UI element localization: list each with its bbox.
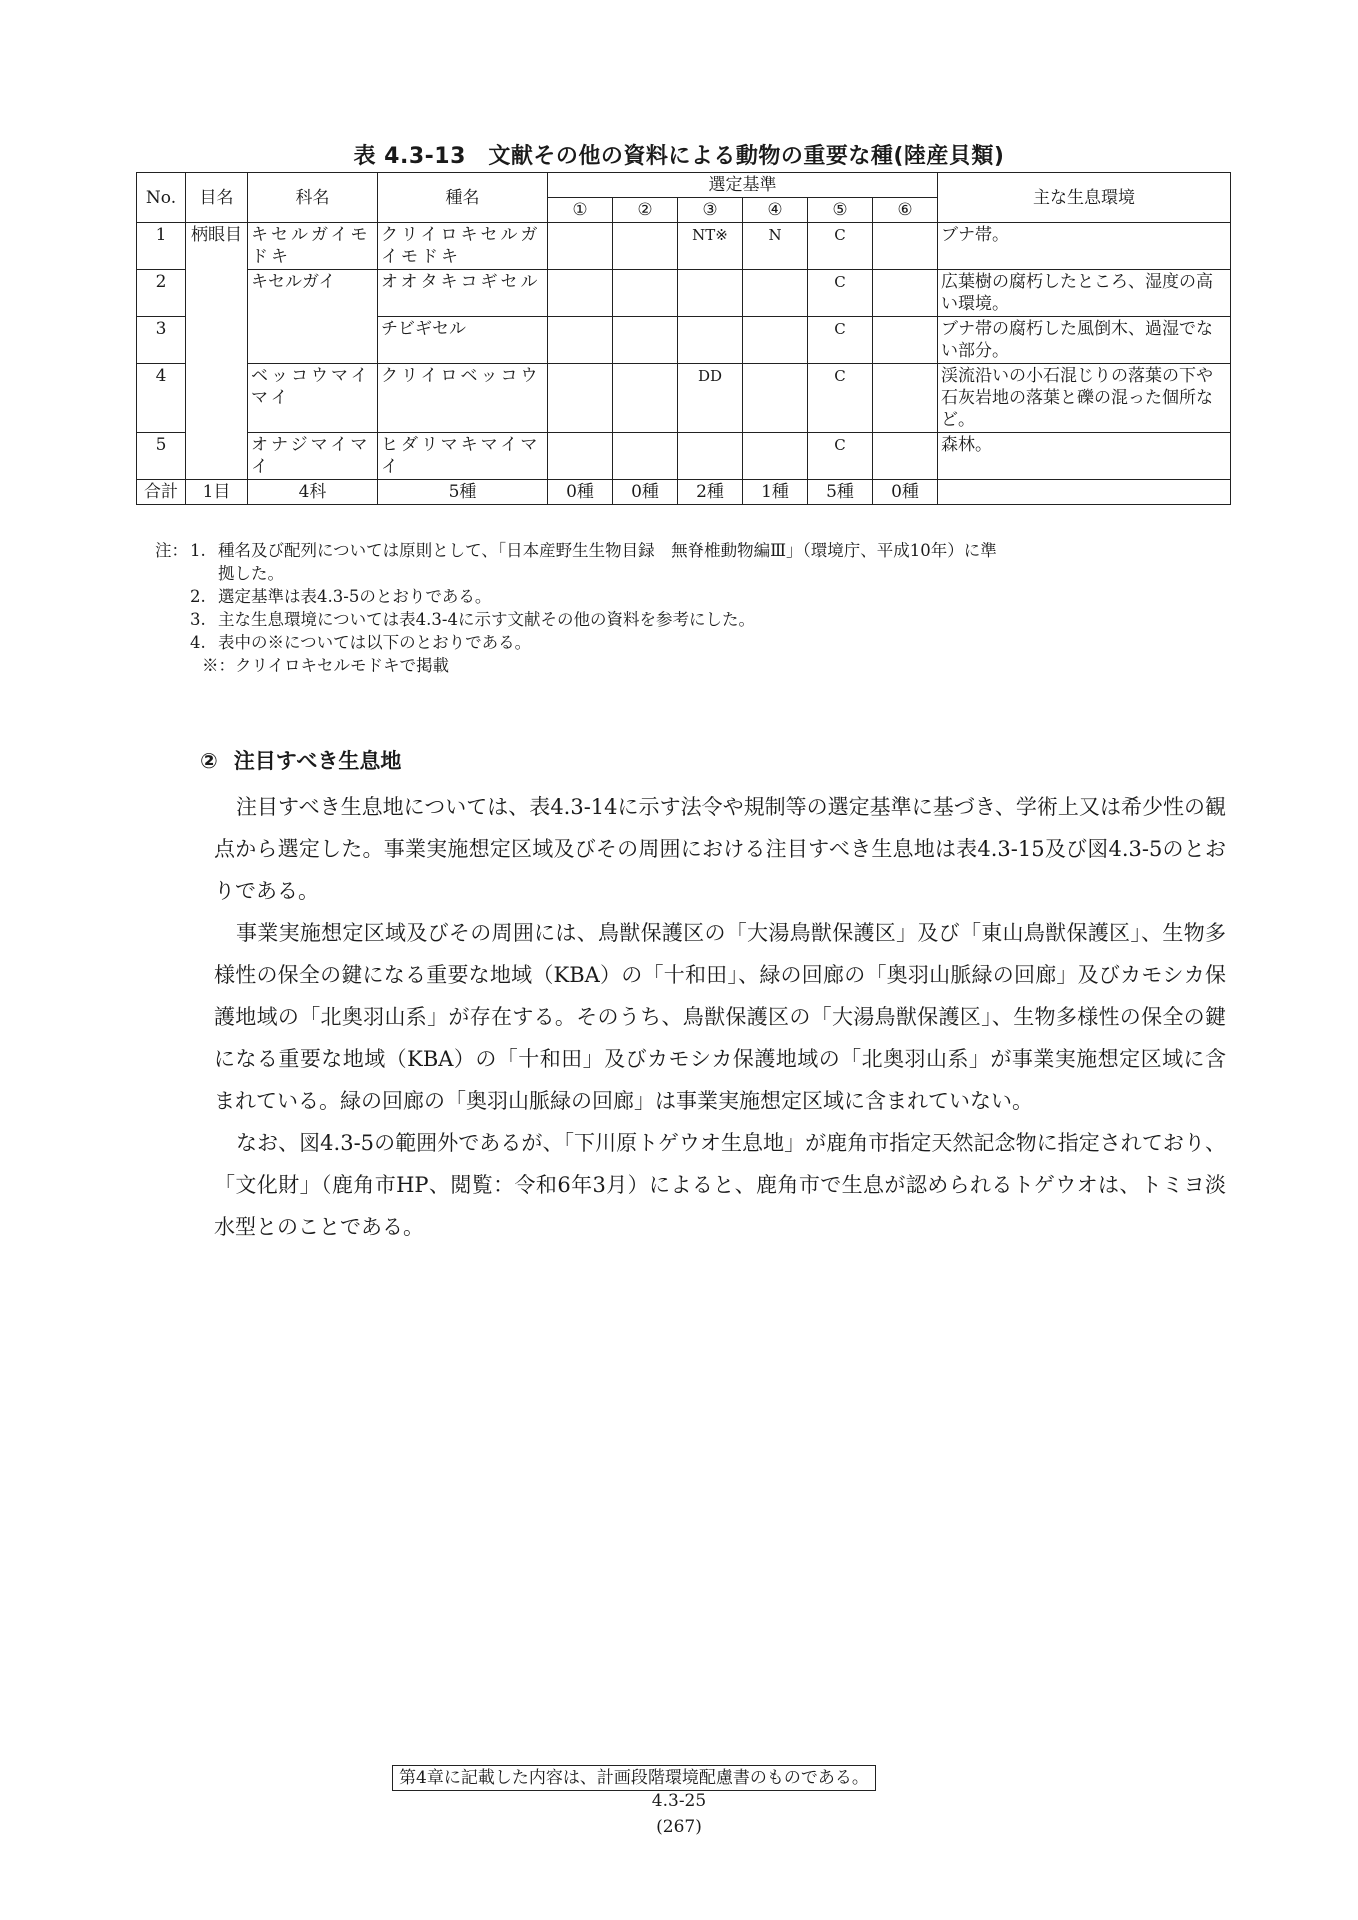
- cell-criteria-5: C: [808, 364, 873, 433]
- cell-family: キセルガイ: [248, 270, 378, 364]
- cell-species: クリイロベッコウ: [378, 364, 548, 433]
- cell-habitat: 渓流沿いの小石混じりの落葉の下や石灰岩地の落葉と礫の混った個所など。: [938, 364, 1231, 433]
- cell-criteria-6: [873, 223, 938, 270]
- cell-criteria-1: [548, 364, 613, 433]
- header-criteria: 選定基準: [548, 173, 938, 198]
- note-continuation: 拠した。: [218, 564, 284, 583]
- cell-family: オナジマイマイ: [248, 433, 378, 480]
- header-criteria-4: ④: [743, 198, 808, 223]
- section-title: 注目すべき生息地: [233, 749, 402, 773]
- note-item: [128, 539, 1238, 562]
- cell-criteria-1: [548, 317, 613, 364]
- cell-criteria-1: [548, 433, 613, 480]
- cell-criteria-5: C: [808, 270, 873, 317]
- cell-habitat: 森林。: [938, 433, 1231, 480]
- section-number: ②: [200, 749, 218, 773]
- note-item: [128, 631, 1238, 654]
- body-text: [214, 786, 1226, 1248]
- header-criteria-2: ②: [613, 198, 678, 223]
- section-heading: [200, 745, 401, 775]
- cell-no: 4: [137, 364, 186, 433]
- cell-criteria-5: C: [808, 433, 873, 480]
- table-row: [137, 433, 1231, 480]
- note-text: 種名及び配列については原則として、「日本産野生生物目録 無脊椎動物編Ⅲ」（環境庁、平成10年）に準: [218, 541, 997, 560]
- header-criteria-6: ⑥: [873, 198, 938, 223]
- species-table: [136, 172, 1231, 505]
- header-species: 種名: [378, 173, 548, 223]
- header-family: 科名: [248, 173, 378, 223]
- page-total-number: (267): [656, 1817, 702, 1837]
- note-text: 選定基準は表4.3-5のとおりである。: [218, 587, 492, 606]
- header-criteria-1: ①: [548, 198, 613, 223]
- note-number: 1.: [190, 541, 206, 560]
- note-sub-item: ※：クリイロキセルモドキで掲載: [202, 656, 450, 675]
- total-habitat: [938, 480, 1231, 505]
- paragraph: 注目すべき生息地については、表4.3-14に示す法令や規制等の選定基準に基づき、学術上又は希少性の観点から選定した。事業実施想定区域及びその周囲における注目すべき生息地は表4.3-15及び図4.3-5のとおりである。: [214, 795, 1226, 903]
- note-number: 2.: [190, 587, 206, 606]
- cell-habitat: ブナ帯の腐朽した風倒木、過湿でない部分。: [938, 317, 1231, 364]
- header-habitat: 主な生息環境: [938, 173, 1231, 223]
- cell-criteria-4: [743, 433, 808, 480]
- paragraph: 事業実施想定区域及びその周囲には、鳥獣保護区の「大湯鳥獣保護区」及び「東山鳥獣保護区」、生物多様性の保全の鍵になる重要な地域（KBA）の「十和田」、緑の回廊の「奥羽山脈緑の回廊」及びカモシカ保護地域の「北奥羽山系」が存在する。そのうち、鳥獣保護区の「大湯鳥獣保護区」、生物多様性の保全の鍵になる重要な地域（KBA）の「十和田」及びカモシカ保護地域の「北奥羽山系」が事業実施想定区域に含まれている。緑の回廊の「奥羽山脈緑の回廊」は事業実施想定区域に含まれていない。: [214, 921, 1226, 1113]
- cell-no: 1: [137, 223, 186, 270]
- cell-species: クリイロキセルガイモドキ: [378, 223, 548, 270]
- cell-criteria-5: C: [808, 317, 873, 364]
- header-order: 目名: [186, 173, 248, 223]
- cell-no: 2: [137, 270, 186, 317]
- note-text: 表中の※については以下のとおりである。: [218, 633, 532, 652]
- cell-criteria-6: [873, 317, 938, 364]
- cell-family: キセルガイモドキ: [248, 223, 378, 270]
- total-criteria-5: 5種: [808, 480, 873, 505]
- note-number: 4.: [190, 633, 206, 652]
- cell-species: ヒダリマキマイマイ: [378, 433, 548, 480]
- cell-criteria-3: DD: [678, 364, 743, 433]
- header-no: No.: [137, 173, 186, 223]
- header-criteria-3: ③: [678, 198, 743, 223]
- cell-criteria-2: [613, 364, 678, 433]
- cell-habitat: ブナ帯。: [938, 223, 1231, 270]
- cell-species: チビギセル: [378, 317, 548, 364]
- cell-no: 3: [137, 317, 186, 364]
- cell-criteria-2: [613, 317, 678, 364]
- cell-criteria-6: [873, 270, 938, 317]
- cell-criteria-3: NT※: [678, 223, 743, 270]
- cell-family: ベッコウマイマイ: [248, 364, 378, 433]
- table-row: [137, 223, 1231, 270]
- cell-criteria-4: [743, 317, 808, 364]
- table-notes: [128, 539, 1238, 677]
- total-species: 5種: [378, 480, 548, 505]
- note-prefix: 注：: [155, 541, 188, 560]
- note-number: 3.: [190, 610, 206, 629]
- note-item: [128, 585, 1238, 608]
- total-criteria-4: 1種: [743, 480, 808, 505]
- cell-habitat: 広葉樹の腐朽したところ、湿度の高い環境。: [938, 270, 1231, 317]
- cell-criteria-4: [743, 364, 808, 433]
- cell-criteria-2: [613, 433, 678, 480]
- total-label: 合計: [137, 480, 186, 505]
- footer-note: 第4章に記載した内容は、計画段階環境配慮書のものである。: [392, 1765, 876, 1791]
- cell-criteria-6: [873, 433, 938, 480]
- cell-criteria-1: [548, 270, 613, 317]
- total-criteria-3: 2種: [678, 480, 743, 505]
- cell-criteria-1: [548, 223, 613, 270]
- cell-criteria-2: [613, 270, 678, 317]
- cell-criteria-3: [678, 317, 743, 364]
- total-order: 1目: [186, 480, 248, 505]
- table-row: [137, 364, 1231, 433]
- note-item: [128, 608, 1238, 631]
- table-row: [137, 270, 1231, 317]
- cell-no: 5: [137, 433, 186, 480]
- cell-species: オオタキコギセル: [378, 270, 548, 317]
- cell-criteria-4: [743, 270, 808, 317]
- table-header-row: [137, 173, 1231, 198]
- table-total-row: [137, 480, 1231, 505]
- cell-criteria-3: [678, 433, 743, 480]
- page-number: 4.3-25: [651, 1791, 707, 1811]
- total-criteria-1: 0種: [548, 480, 613, 505]
- note-text: 主な生息環境については表4.3-4に示す文献その他の資料を参考にした。: [218, 610, 755, 629]
- total-criteria-6: 0種: [873, 480, 938, 505]
- total-criteria-2: 0種: [613, 480, 678, 505]
- cell-criteria-6: [873, 364, 938, 433]
- cell-criteria-5: C: [808, 223, 873, 270]
- cell-order: 柄眼目: [186, 223, 248, 480]
- cell-criteria-3: [678, 270, 743, 317]
- cell-criteria-4: N: [743, 223, 808, 270]
- table-title: 表 4.3-13 文献その他の資料による動物の重要な種(陸産貝類): [353, 144, 1005, 169]
- paragraph: なお、図4.3-5の範囲外であるが、「下川原トゲウオ生息地」が鹿角市指定天然記念物に指定されており、「文化財」（鹿角市HP、閲覧：令和6年3月）によると、鹿角市で生息が認められるトゲウオは、トミヨ淡水型とのことである。: [214, 1131, 1226, 1239]
- total-family: 4科: [248, 480, 378, 505]
- cell-criteria-2: [613, 223, 678, 270]
- header-criteria-5: ⑤: [808, 198, 873, 223]
